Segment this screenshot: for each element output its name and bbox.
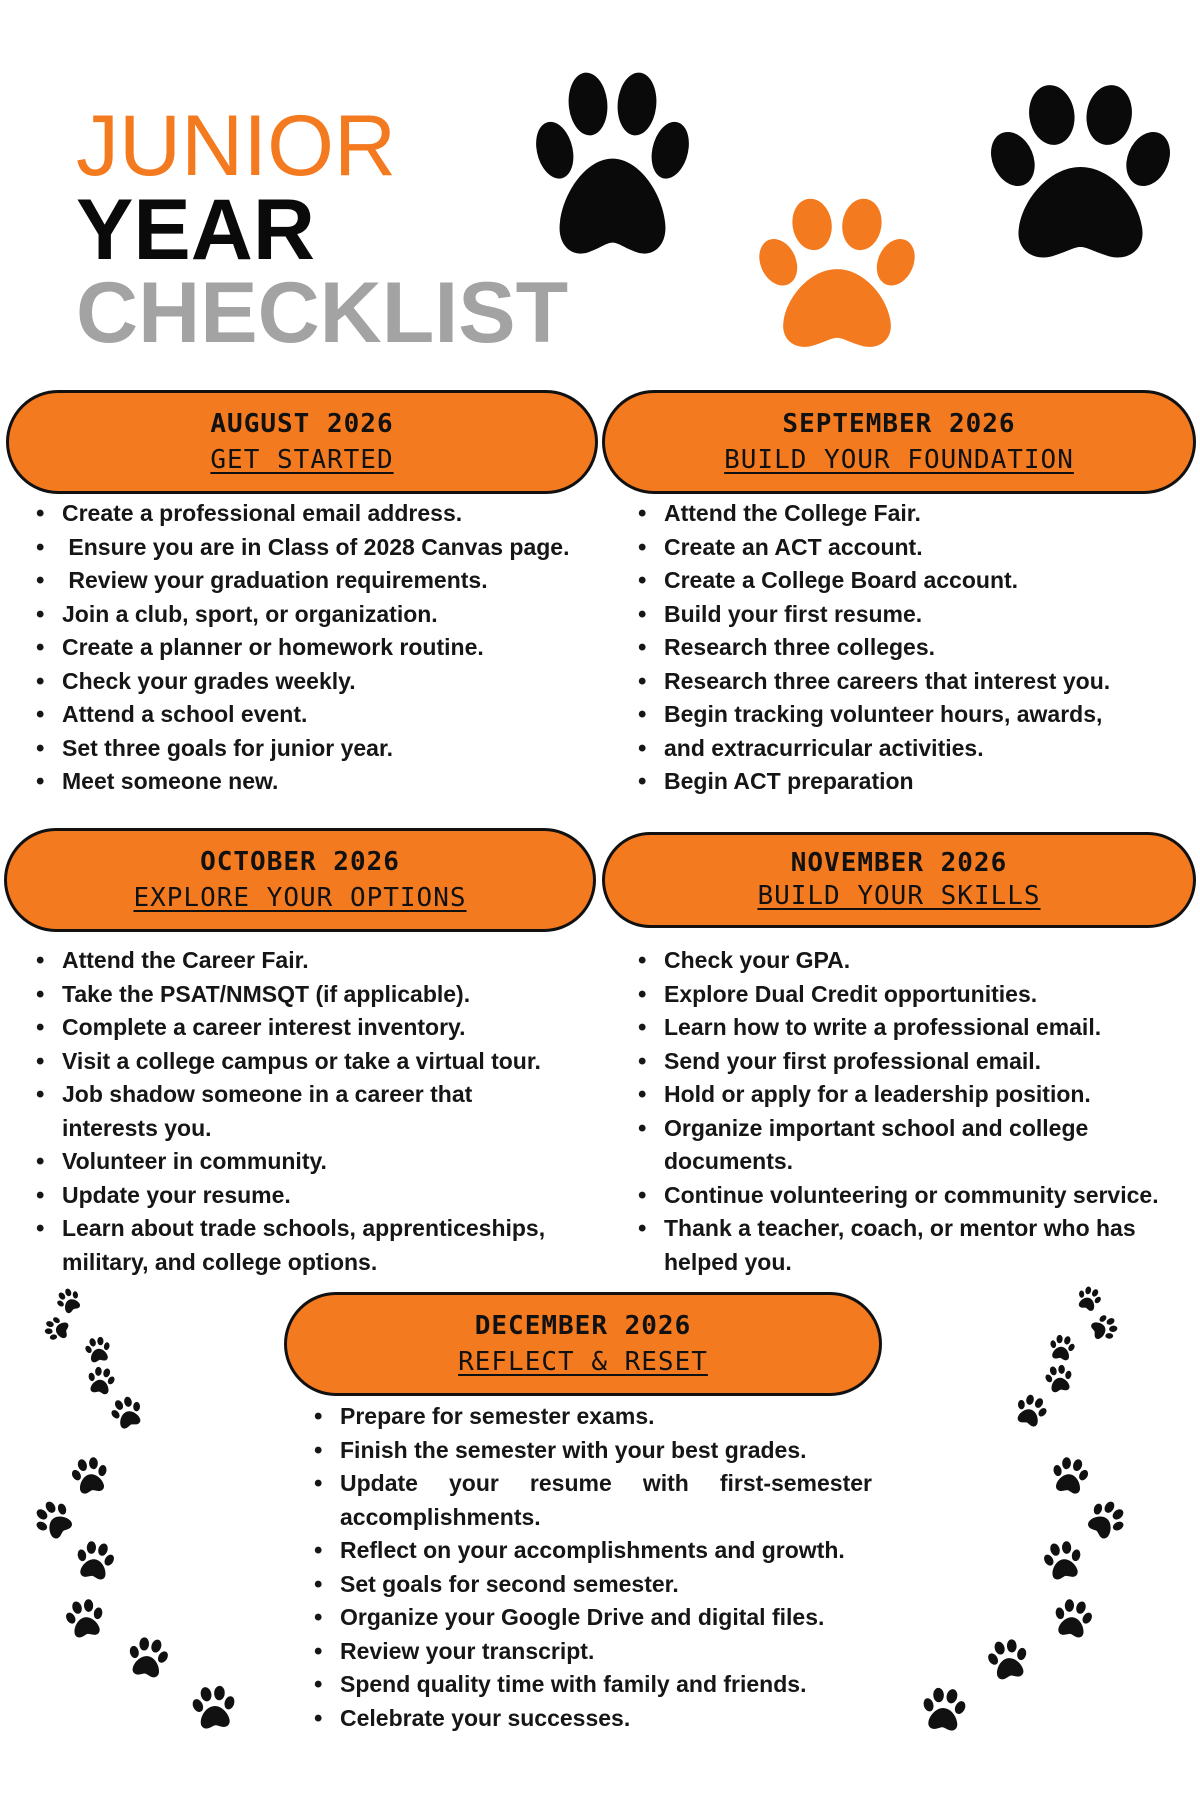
list-item: • Review your transcript. [310,1635,872,1669]
list-item: • Send your first professional email. [634,1045,1196,1079]
paw-print-icon [1039,1537,1088,1586]
list-item: • Build your first resume. [634,598,1194,632]
list-item: • Begin ACT preparation [634,765,1194,799]
list-item: • Organize important school and college documents. [634,1112,1104,1179]
list-item: • Meet someone new. [32,765,592,799]
paw-print-icon [983,1635,1034,1686]
august-checklist [32,497,592,799]
list-item: • Check your grades weekly. [32,665,592,699]
paw-print-icon [82,1334,114,1366]
december-checklist [310,1400,872,1735]
paw-print-icon [51,1283,87,1319]
list-item: • Organize your Google Drive and digital files. [310,1601,872,1635]
september-checklist [634,497,1194,799]
list-item: • Attend the Career Fair. [32,944,572,978]
august-theme: GET STARTED [210,445,394,475]
paw-print-icon [1072,1282,1105,1315]
list-item: • Job shadow someone in a career that interests you. [32,1078,502,1145]
october-month: OCTOBER 2026 [200,847,400,877]
list-item: • Set goals for second semester. [310,1568,872,1602]
september-header [602,390,1196,494]
paw-print-icon [1047,1453,1093,1499]
paw-print-icon [67,1453,113,1499]
november-header [602,832,1196,928]
list-item: • Reflect on your accomplishments and growth. [310,1534,872,1568]
paw-print-icon [61,1595,110,1644]
page-title [76,98,569,361]
list-item: • Volunteer in community. [32,1145,572,1179]
list-item: • Attend a school event. [32,698,592,732]
paw-print-icon [1078,1492,1134,1548]
list-item: • and extracurricular activities. [634,732,1194,766]
november-month: NOVEMBER 2026 [790,848,1008,878]
list-item: • Take the PSAT/NMSQT (if applicable). [32,978,572,1012]
list-item: • Review your graduation requirements. [32,564,592,598]
paw-print-icon [978,75,1183,275]
paw-print-icon [525,62,700,272]
list-item: • Attend the College Fair. [634,497,1194,531]
list-item: • Visit a college campus or take a virtual tour. [32,1045,572,1079]
september-month: SEPTEMBER 2026 [782,409,1016,439]
list-item: • Learn about trade schools, apprenticeships, military, and college options. [32,1212,567,1279]
paw-print-icon [42,1314,72,1344]
paw-print-icon [1049,1595,1098,1644]
august-header [6,390,598,494]
list-item: • Explore Dual Credit opportunities. [634,978,1196,1012]
list-item: • Update your resume. [32,1179,572,1213]
paw-print-icon [71,1537,120,1586]
november-checklist [634,944,1196,1279]
list-item: • Celebrate your successes. [310,1702,872,1736]
list-item: • Learn how to write a professional email. [634,1011,1196,1045]
paw-print-icon [1042,1362,1077,1397]
october-theme: EXPLORE YOUR OPTIONS [133,883,467,913]
paw-print-icon [748,190,926,362]
title-line-junior: JUNIOR [76,98,397,194]
list-item: • Complete a career interest inventory. [32,1011,572,1045]
title-line-year: YEAR [76,182,315,279]
list-item: • Hold or apply for a leadership position. [634,1078,1196,1112]
list-item: • Continue volunteering or community service. [634,1179,1196,1213]
list-item: • Spend quality time with family and friends. [310,1668,872,1702]
november-theme: BUILD YOUR SKILLS [757,881,1041,911]
paw-print-icon [918,1684,970,1736]
list-item: • Finish the semester with your best grades. [310,1434,872,1468]
list-item: • Ensure you are in Class of 2028 Canvas page. [32,531,592,565]
list-item: • Create a professional email address. [32,497,592,531]
paw-print-icon [1046,1332,1078,1364]
list-item: • Create an ACT account. [634,531,1194,565]
december-header [284,1292,882,1396]
list-item: • Update your resume with first-semester accomplishments. [310,1467,872,1534]
list-item: • Create a College Board account. [634,564,1194,598]
list-item: • Check your GPA. [634,944,1196,978]
list-item: • Set three goals for junior year. [32,732,592,766]
paw-print-icon [188,1682,240,1734]
paw-print-icon [26,1492,82,1548]
october-checklist [32,944,572,1279]
december-theme: REFLECT & RESET [458,1347,708,1377]
list-item: • Research three colleges. [634,631,1194,665]
list-item: • Research three careers that interest you. [634,665,1194,699]
title-line-checklist: CHECKLIST [76,264,569,361]
august-month: AUGUST 2026 [210,409,394,439]
september-theme: BUILD YOUR FOUNDATION [724,445,1074,475]
list-item: • Create a planner or homework routine. [32,631,592,665]
paw-print-icon [123,1633,174,1684]
october-header [4,828,596,932]
list-item: • Prepare for semester exams. [310,1400,872,1434]
list-item: • Join a club, sport, or organization. [32,598,592,632]
list-item: • Begin tracking volunteer hours, awards, [634,698,1194,732]
december-month: DECEMBER 2026 [474,1311,692,1341]
paw-print-icon [1086,1310,1122,1346]
list-item: • Thank a teacher, coach, or mentor who has helped you. [634,1212,1154,1279]
paw-print-icon [84,1364,119,1399]
